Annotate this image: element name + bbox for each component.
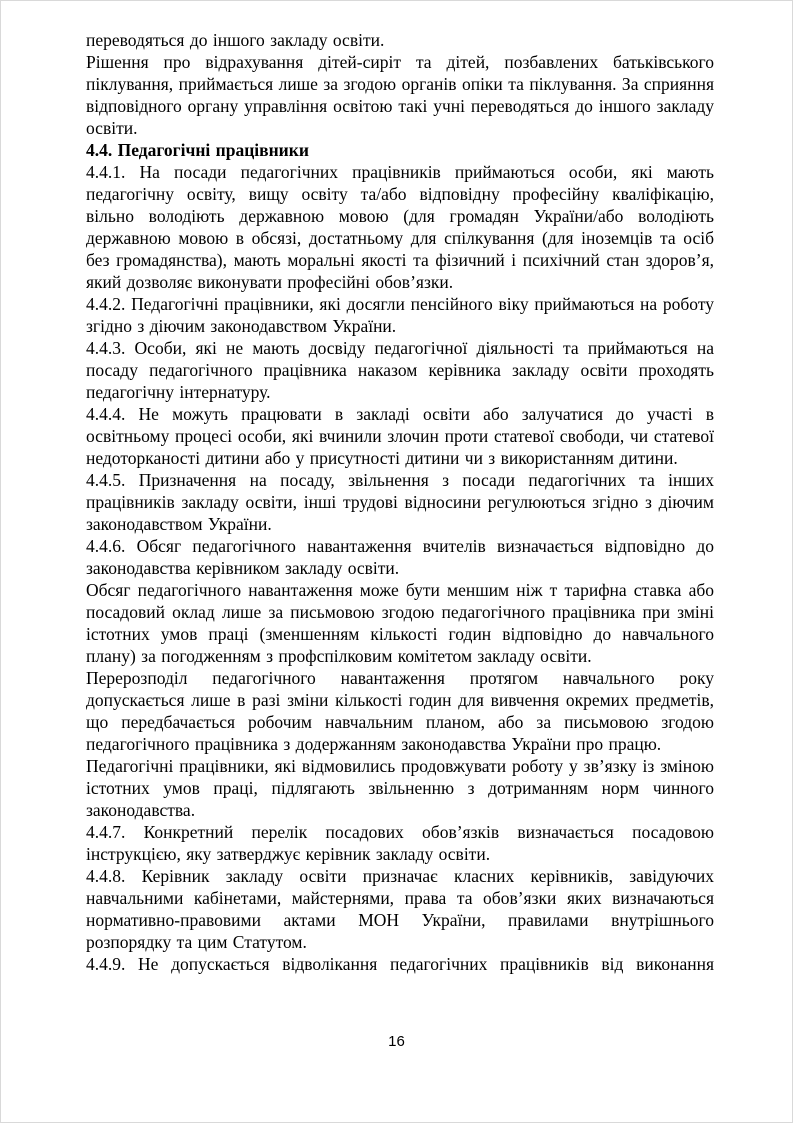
paragraph-4-4-4: 4.4.4. Не можуть працювати в закладі освіти або залучатися до участі в освітньому процесі особи, які вчинили злочин проти статевої свободи, чи статевої недоторканості дитини або у присутності дитини чи з використанням дитини. — [86, 404, 714, 468]
paragraph-4-4-6: 4.4.6. Обсяг педагогічного навантаження вчителів визначається відповідно до законодавства керівником закладу освіти. — [86, 536, 714, 578]
paragraph-4-4-8: 4.4.8. Керівник закладу освіти призначає класних керівників, завідуючих навчальними кабінетами, майстернями, права та обов’язки яких визначаються нормативно-правовими актами МОН України, правилами внутрішнього розпорядку та цим Статутом. — [86, 866, 714, 952]
paragraph-4-4-2: 4.4.2. Педагогічні працівники, які досягли пенсійного віку приймаються на роботу згідно з діючим законодавством України. — [86, 294, 714, 336]
paragraph: Обсяг педагогічного навантаження може бути меншим ніж т тарифна ставка або посадовий оклад лише за письмовою згодою педагогічного працівника при зміні істотних умов праці (зменшенням кількості годин відповідно до навчального плану) за погодженням з профспілковим комітетом закладу освіти. — [86, 580, 714, 666]
paragraph-4-4-7: 4.4.7. Конкретний перелік посадових обов’язків визначається посадовою інструкцією, яку затверджує керівник закладу освіти. — [86, 822, 714, 864]
paragraph-4-4-9: 4.4.9. Не допускається відволікання педагогічних працівників від виконання — [86, 954, 714, 974]
document-text-block — [86, 29, 714, 975]
paragraph: Педагогічні працівники, які відмовились продовжувати роботу у зв’язку із зміною істотних умов праці, підлягають звільненню з дотриманням норм чинного законодавства. — [86, 756, 714, 820]
paragraph: Рішення про відрахування дітей-сиріт та дітей, позбавлених батьківського піклування, приймається лише за згодою органів опіки та піклування. За сприяння відповідного органу управління освітою такі учні переводяться до іншого закладу освіти. — [86, 52, 714, 138]
page-number: 16 — [388, 1033, 405, 1050]
paragraph-4-4-3: 4.4.3. Особи, які не мають досвіду педагогічної діяльності та приймаються на посаду педагогічного працівника наказом керівника закладу освіти проходять педагогічну інтернатуру. — [86, 338, 714, 402]
paragraph-4-4-5: 4.4.5. Призначення на посаду, звільнення з посади педагогічних та інших працівників закладу освіти, інші трудові відносини регулюються згідно з діючим законодавством України. — [86, 470, 714, 534]
paragraph-4-4-1: 4.4.1. На посади педагогічних працівників приймаються особи, які мають педагогічну освіту, вищу освіту та/або відповідну професійну кваліфікацію, вільно володіють державною мовою (для громадян України/або володіють державною мовою в обсязі, достатньому для спілкування (для іноземців та осіб без громадянства), мають моральні якості та фізичний і психічний стан здоров’я, який дозволяє виконувати професійні обов’язки. — [86, 162, 714, 292]
paragraph-continuation: переводяться до іншого закладу освіти. — [86, 30, 385, 50]
paragraph: Перерозподіл педагогічного навантаження протягом навчального року допускається лише в разі зміни кількості годин для вивчення окремих предметів, що передбачається робочим навчальним планом, або за письмовою згодою педагогічного працівника з додержанням законодавства України про працю. — [86, 668, 714, 754]
section-heading-4-4: 4.4. Педагогічні працівники — [86, 140, 309, 160]
